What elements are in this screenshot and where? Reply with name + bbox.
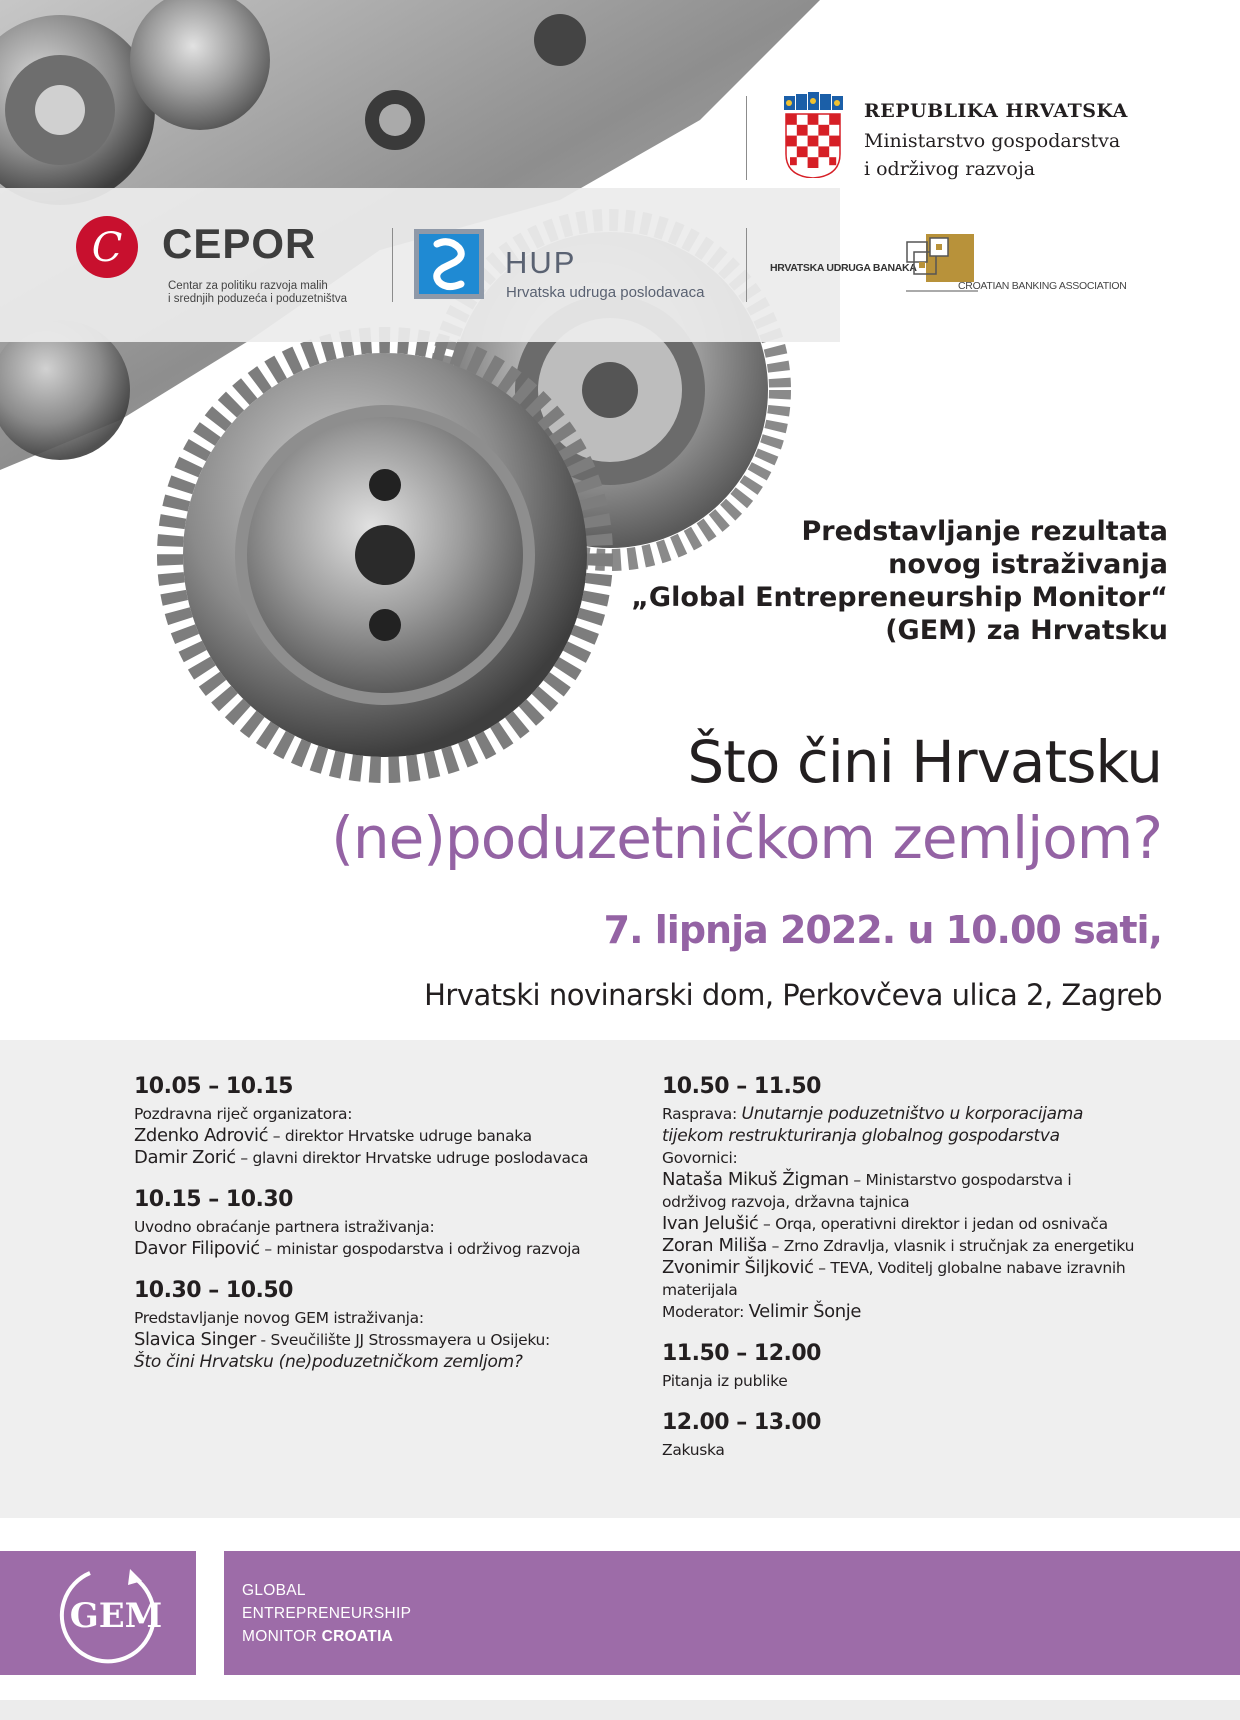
cepor-divider [392,228,393,302]
hub-name-hr: HRVATSKA UDRUGA BANAKA [770,262,917,274]
program-left-column [134,1074,634,1391]
program-time: 10.05 – 10.15 [134,1074,293,1099]
headline-line-2: (ne)poduzetničkom zemljom? [331,804,1162,872]
moderator-label: Moderator: [662,1303,749,1321]
hup-subtitle: Hrvatska udruga poslodavaca [506,284,705,301]
svg-text:C: C [91,225,123,271]
speaker-role-cont: održivog razvoja, državna tajnica [662,1193,910,1211]
gem-logo-text: GEM [69,1596,163,1636]
event-venue: Hrvatski novinarski dom, Perkovčeva ulica 2, Zagreb [424,978,1162,1012]
intro-line-4: (GEM) za Hrvatsku [885,615,1168,646]
speaker-name: Damir Zorić [134,1147,236,1168]
speaker-role: – Ministarstvo gospodarstva i [848,1171,1072,1189]
croatia-coat-of-arms-icon [782,92,844,178]
bottom-strip [0,1700,1240,1720]
speaker-name: Zvonimir Šiljković [662,1257,814,1278]
ministry-line-1: Ministarstvo gospodarstva [864,130,1121,152]
ministry-title: REPUBLIKA HRVATSKA [864,100,1128,122]
footer-line-3a: MONITOR [242,1628,322,1645]
speaker-name: Slavica Singer [134,1329,256,1350]
speaker-role: – TEVA, Voditelj globalne nabave izravnih [813,1259,1126,1277]
program-block-1 [134,1074,634,1169]
speaker-name: Zoran Miliša [662,1235,768,1256]
footer-line-2: ENTREPRENEURSHIP [242,1605,412,1622]
moderator-name: Velimir Šonje [748,1301,861,1322]
program-block-6 [662,1410,1182,1461]
speaker-role: – ministar gospodarstva i održivog razvoja [259,1240,581,1258]
speaker-role: – Zrno Zdravlja, vlasnik i stručnjak za energetiku [767,1237,1135,1255]
event-intro [631,515,1168,647]
footer-text [242,1579,411,1648]
program-block-5 [662,1341,1182,1392]
program-desc: Pozdravna riječ organizatora: [134,1105,353,1123]
footer-line-3b: CROATIA [321,1628,394,1645]
cepor-logo-icon [75,215,139,279]
program-section [0,1040,1240,1518]
speaker-role-cont: materijala [662,1281,738,1299]
cepor-subtitle-2: i srednjih poduzeća i poduzetništva [168,293,348,305]
hup-name: HUP [505,245,577,280]
program-desc: Pitanja iz publike [662,1372,788,1390]
program-desc: Uvodno obraćanje partnera istraživanja: [134,1218,435,1236]
program-desc: Predstavljanje novog GEM istraživanja: [134,1309,424,1327]
speaker-name: Ivan Jelušić [662,1213,759,1234]
speaker-role: – Orqa, operativni direktor i jedan od osnivača [758,1215,1108,1233]
ministry-divider [746,96,747,180]
speaker-role: - Sveučilište JJ Strossmayera u Osijeku: [255,1331,550,1349]
discussion-topic-1: Unutarnje poduzetništvo u korporacijama [741,1104,1084,1124]
speaker-name: Davor Filipović [134,1238,260,1259]
cepor-name: CEPOR [162,220,317,267]
program-time: 10.30 – 10.50 [134,1278,293,1303]
program-right-column [662,1074,1182,1479]
intro-line-3: „Global Entrepreneurship Monitor“ [631,582,1168,613]
program-block-4 [662,1074,1182,1323]
program-desc: Zakuska [662,1441,725,1459]
gem-logo-icon [0,1551,196,1675]
speaker-name: Zdenko Adrović [134,1125,269,1146]
cepor-subtitle-1: Centar za politiku razvoja malih [168,280,328,292]
intro-line-1: Predstavljanje rezultata [801,516,1168,547]
speaker-role: – direktor Hrvatske udruge banaka [268,1127,532,1145]
hup-divider [746,228,747,302]
program-block-2 [134,1187,634,1260]
hup-logo-icon [413,228,485,300]
speaker-role: – glavni direktor Hrvatske udruge poslodavaca [235,1149,589,1167]
gem-logo-box [0,1551,196,1675]
program-time: 10.15 – 10.30 [134,1187,293,1212]
speakers-label: Govornici: [662,1149,738,1167]
program-time: 10.50 – 11.50 [662,1074,821,1099]
hub-name-en: CROATIAN BANKING ASSOCIATION [958,280,1127,292]
program-time: 11.50 – 12.00 [662,1341,821,1366]
program-block-3 [134,1278,634,1373]
headline-line-1: Što čini Hrvatsku [687,728,1162,796]
discussion-topic-2: tijekom restrukturiranja globalnog gospodarstva [662,1126,1060,1146]
event-date: 7. lipnja 2022. u 10.00 sati, [603,908,1162,952]
presentation-title: Što čini Hrvatsku (ne)poduzetničkom zemljom? [134,1352,523,1372]
program-time: 12.00 – 13.00 [662,1410,821,1435]
discussion-label: Rasprava: [662,1105,742,1123]
speaker-name: Nataša Mikuš Žigman [662,1169,849,1190]
intro-line-2: novog istraživanja [888,549,1168,580]
ministry-line-2: i održivog razvoja [864,158,1036,180]
footer-line-1: GLOBAL [242,1582,306,1599]
